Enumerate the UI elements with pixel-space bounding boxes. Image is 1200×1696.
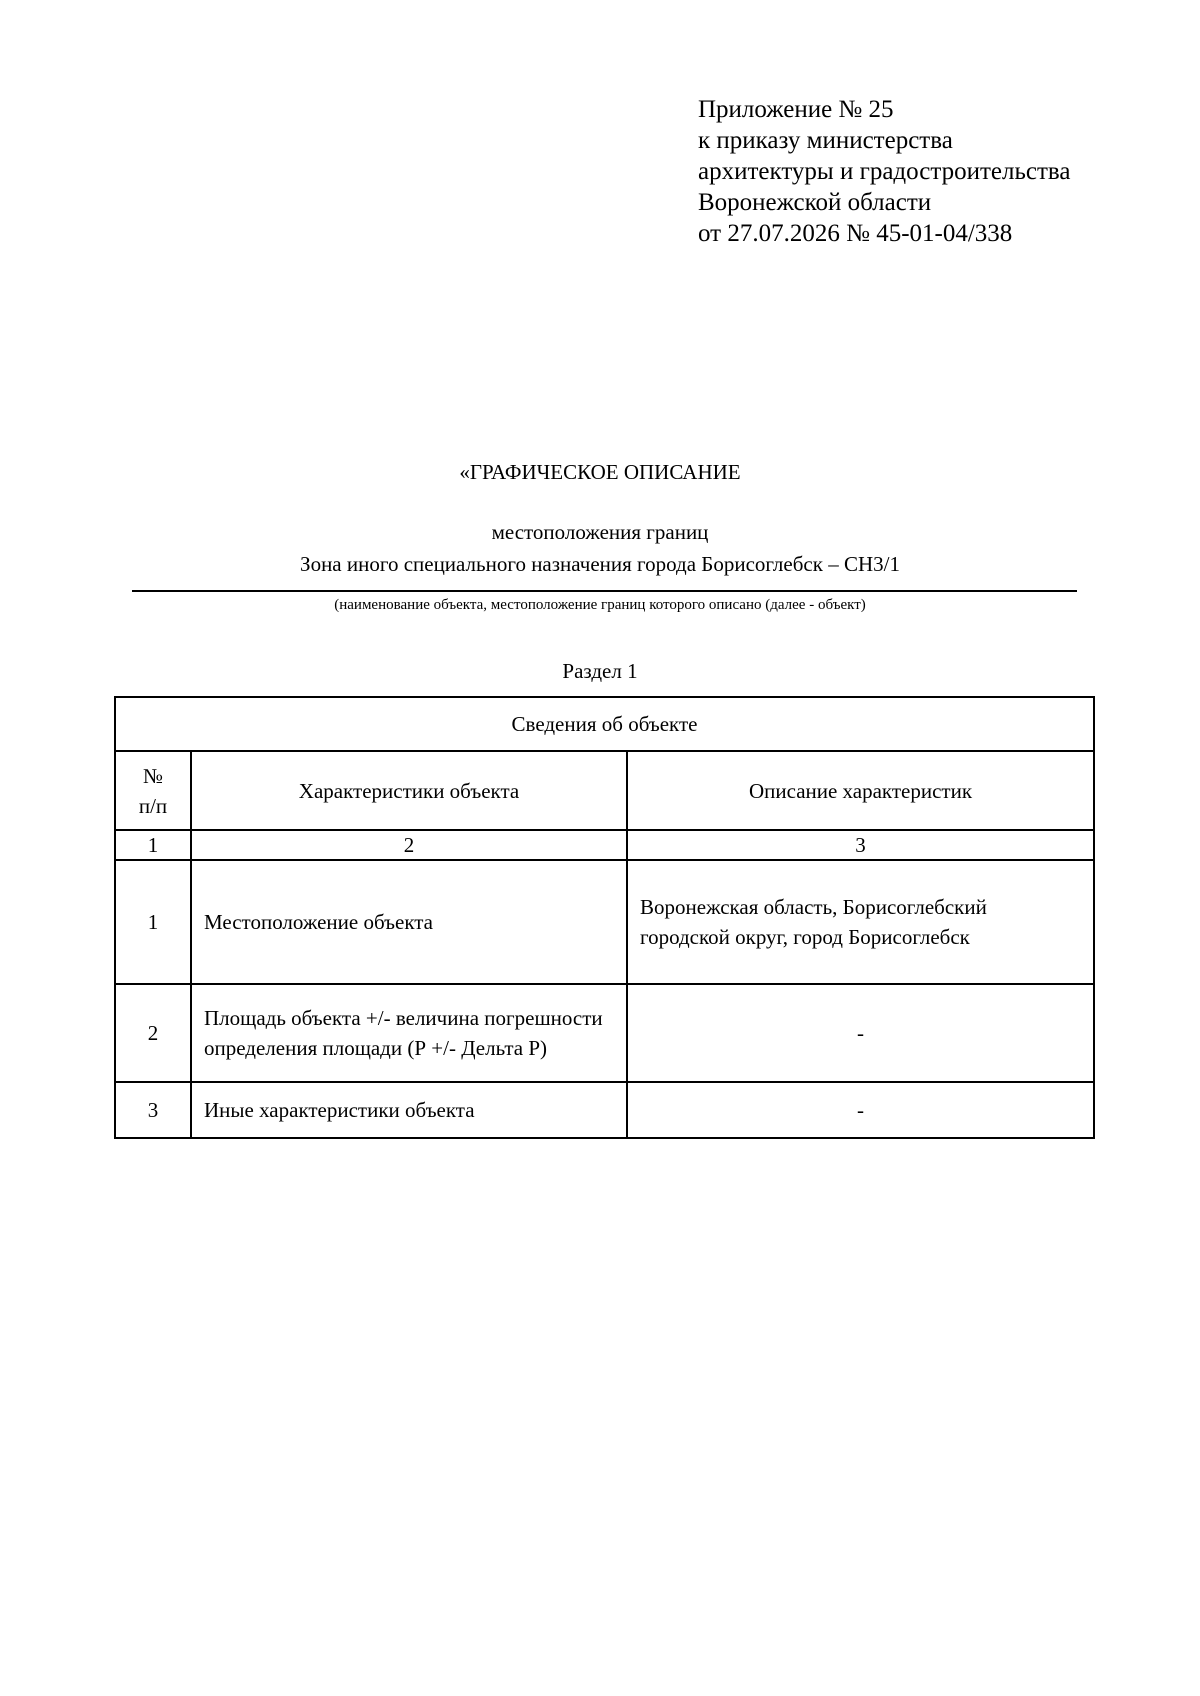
object-info-table: [114, 696, 1095, 1139]
table-caption-row: [115, 697, 1094, 751]
subtitle-line-1: местоположения границ: [491, 520, 709, 544]
table-row: [115, 984, 1094, 1082]
table-row: [115, 1082, 1094, 1138]
header-num-line-1: №: [142, 763, 164, 788]
row-description: Воронежская область, Борисоглебский городской округ, город Борисоглебск: [627, 860, 1094, 984]
document-subtitle: [0, 516, 1200, 580]
appendix-line: архитектуры и градостроительства: [698, 158, 1071, 185]
row-characteristic: Иные характеристики объекта: [191, 1082, 627, 1138]
row-num: 3: [115, 1082, 191, 1138]
appendix-block: [698, 94, 1070, 249]
appendix-line: от 27.07.2026 № 45-01-04/338: [698, 220, 1013, 247]
row-description: -: [627, 1082, 1094, 1138]
row-characteristic: Местоположение объекта: [191, 860, 627, 984]
row-num: 1: [115, 860, 191, 984]
section-heading: Раздел 1: [562, 659, 638, 683]
appendix-line: Приложение № 25: [698, 96, 894, 123]
appendix-line: Воронежской области: [698, 189, 932, 216]
column-number-row: [115, 830, 1094, 860]
appendix-line: к приказу министерства: [698, 127, 953, 154]
header-characteristic: Характеристики объекта: [191, 751, 627, 830]
column-number: 3: [627, 830, 1094, 860]
underline-rule: [132, 590, 1077, 592]
row-characteristic: Площадь объекта +/- величина погрешности определения площади (Р +/- Дельта Р): [191, 984, 627, 1082]
column-number: 2: [191, 830, 627, 860]
row-description: -: [627, 984, 1094, 1082]
subtitle-line-2: Зона иного специального назначения города Борисоглебск – СН3/1: [300, 552, 900, 576]
table-row: [115, 860, 1094, 984]
column-number: 1: [115, 830, 191, 860]
table-header-row: [115, 751, 1094, 830]
row-num: 2: [115, 984, 191, 1082]
header-description: Описание характеристик: [627, 751, 1094, 830]
document-title: «ГРАФИЧЕСКОЕ ОПИСАНИЕ: [459, 460, 741, 484]
header-num: [115, 751, 191, 830]
header-num-line-2: п/п: [138, 793, 168, 818]
object-caption: (наименование объекта, местоположение границ которого описано (далее - объект): [334, 597, 866, 613]
table-caption: Сведения об объекте: [115, 697, 1094, 751]
